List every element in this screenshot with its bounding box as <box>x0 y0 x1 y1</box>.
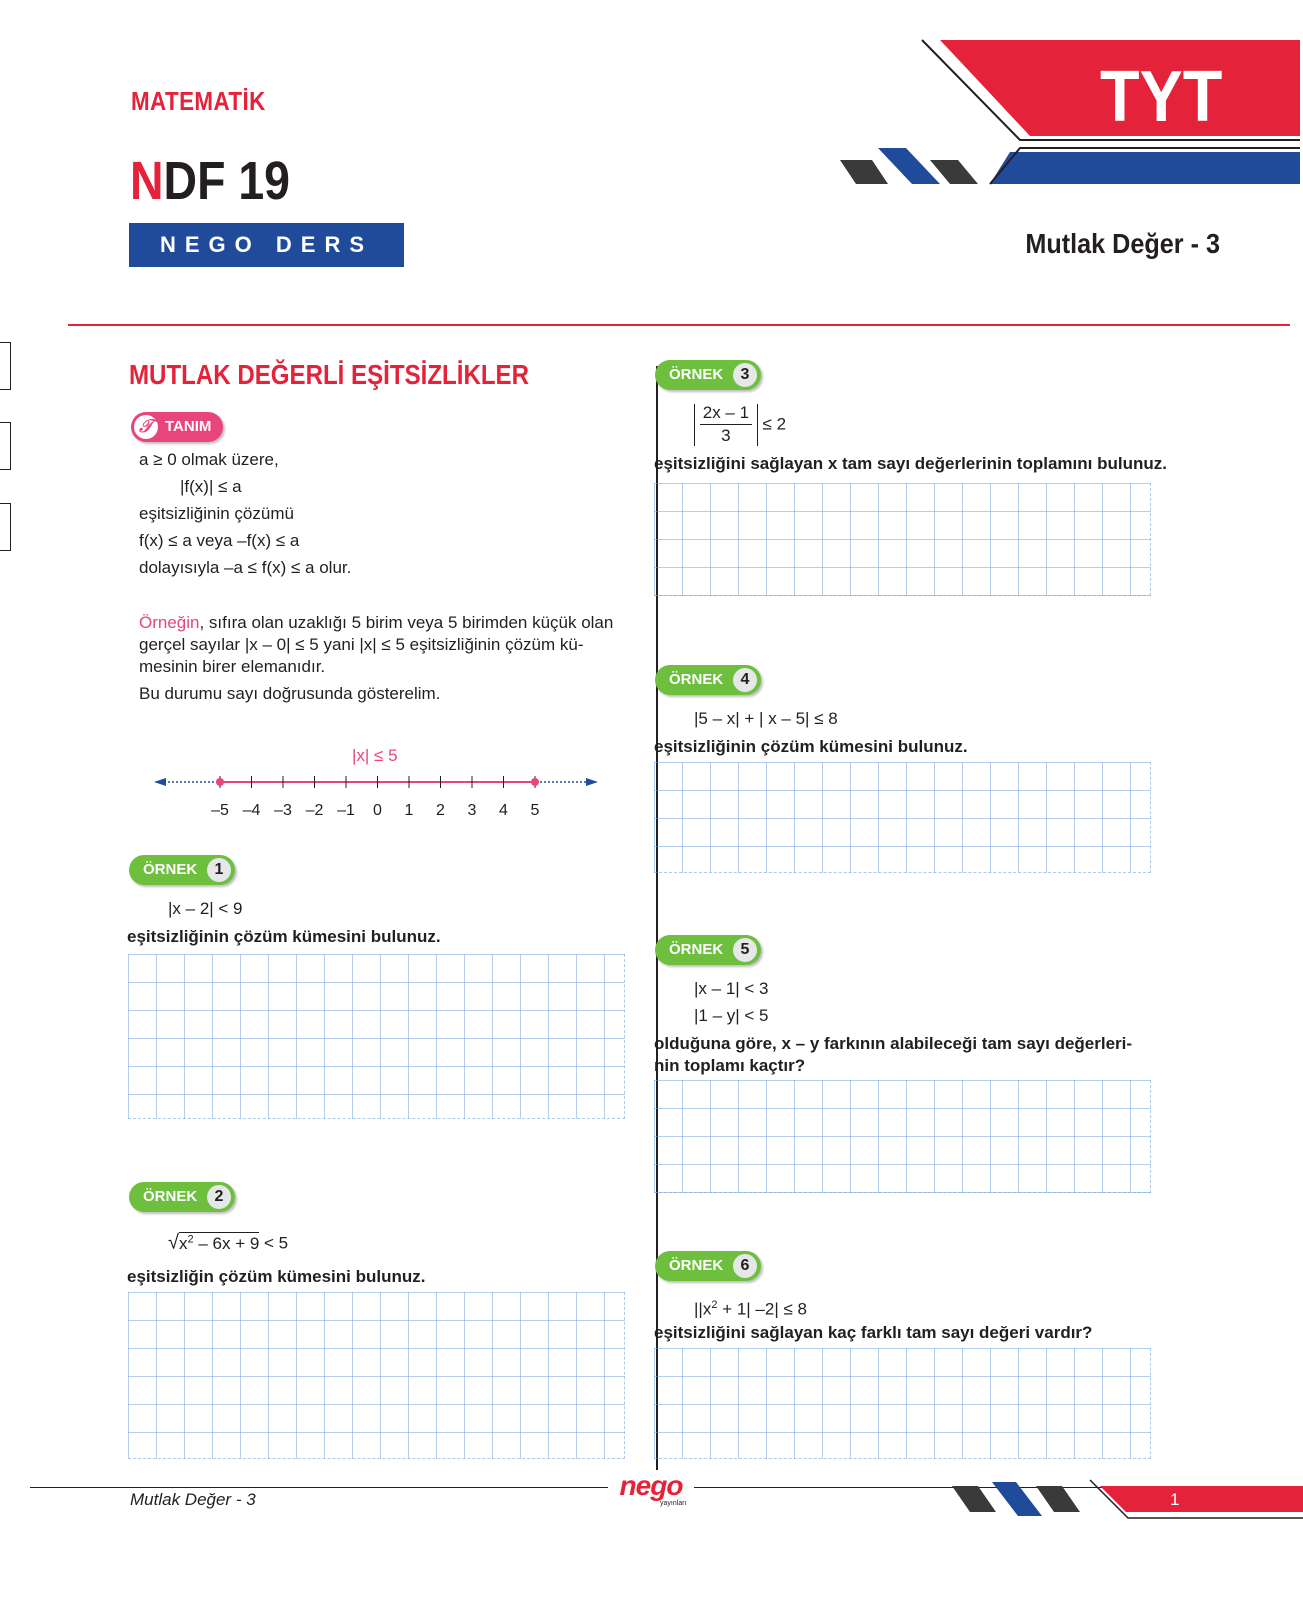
definition-line: a ≥ 0 olmak üzere, <box>139 450 279 469</box>
answer-grid[interactable] <box>128 1292 625 1459</box>
example-expression: $||x^2 + 1|$ –2| ≤ 8 <box>694 1299 807 1319</box>
booklet-band: NEGO DERS FÖYÜ <box>129 223 404 267</box>
booklet-code <box>130 150 290 212</box>
header-blue-band <box>990 152 1300 184</box>
example-expression: |5 – x| + | x – 5| ≤ 8 <box>694 709 838 728</box>
brand-name: nego <box>619 1470 683 1501</box>
exam-label: TYT <box>1100 57 1223 137</box>
header-stripe-dark-1 <box>840 160 888 184</box>
definition-icon: 𝒯 <box>134 415 158 439</box>
example-question <box>654 1033 1132 1077</box>
example-badge-label: ÖRNEK <box>669 366 724 383</box>
abs-bar <box>694 404 695 446</box>
margin-mark <box>0 503 11 551</box>
footer-decoration <box>950 1478 1303 1524</box>
header-divider <box>68 324 1290 326</box>
radicand: $x^2 - 6x + 9$ <box>178 1233 260 1253</box>
brand-logo <box>608 1470 694 1510</box>
header-decoration <box>830 36 1300 196</box>
axis-arrow-left <box>154 778 166 786</box>
margin-mark <box>0 342 11 390</box>
page-number: 1 <box>1170 1490 1180 1509</box>
example-number: 5 <box>733 938 757 962</box>
fraction-numerator: 2x – 1 <box>700 402 752 425</box>
topic-title: Mutlak Değer - 3 <box>1025 228 1220 259</box>
example-line-4: Bu durumu sayı doğrusunda gösterelim. <box>139 684 441 703</box>
abs-bar <box>757 404 758 446</box>
answer-grid[interactable] <box>128 954 625 1119</box>
example-question: eşitsizliğin çözüm kümesini bulunuz. <box>127 1267 426 1286</box>
code-rest: DF 19 <box>163 151 291 211</box>
question-line-2: nin toplamı kaçtır? <box>654 1056 806 1075</box>
tick-label: 5 <box>530 802 540 819</box>
header-stripe-dark-2 <box>930 160 978 184</box>
expression-tail: ≤ 2 <box>762 414 787 434</box>
example-badge-4 <box>655 665 761 695</box>
answer-grid[interactable] <box>654 1080 1151 1193</box>
example-number: 4 <box>733 668 757 692</box>
example-text: , sıfıra olan uzaklığı 5 birim veya 5 birimden küçük olan <box>199 613 614 632</box>
example-question: eşitsizliğini sağlayan kaç farklı tam sayı değeri vardır? <box>654 1323 1093 1342</box>
fraction <box>700 402 752 447</box>
example-question: eşitsizliğini sağlayan x tam sayı değerlerinin toplamını bulunuz. <box>654 454 1167 473</box>
example-badge-label: ÖRNEK <box>143 861 198 878</box>
definition-label: TANIM <box>165 418 212 435</box>
fraction-denominator: 3 <box>721 426 731 445</box>
definition-badge <box>131 412 223 442</box>
example-number: 1 <box>207 858 231 882</box>
tick-label: –3 <box>274 802 292 819</box>
example-badge-1 <box>129 855 235 885</box>
tick-label: 1 <box>404 802 414 819</box>
answer-grid[interactable] <box>654 483 1151 596</box>
tick-label: 4 <box>499 802 508 819</box>
example-question: eşitsizliğinin çözüm kümesini bulunuz. <box>127 927 441 946</box>
definition-line: f(x) ≤ a veya –f(x) ≤ a <box>139 531 300 550</box>
tick-label: 3 <box>467 802 477 819</box>
example-number: 2 <box>207 1185 231 1209</box>
question-line-1: olduğuna göre, x – y farkının alabileceği tam sayı değerleri- <box>654 1034 1133 1053</box>
example-badge-6 <box>655 1251 761 1281</box>
example-expression-2: |1 – y| < 5 <box>694 1006 769 1025</box>
example-badge-label: ÖRNEK <box>669 1257 724 1274</box>
definition-line: dolayısıyla –a ≤ f(x) ≤ a olur. <box>139 558 352 577</box>
example-line-2: gerçel sayılar |x – 0| ≤ 5 yani |x| ≤ 5 eşitsizliğinin çözüm kü- <box>139 635 584 654</box>
example-number: 3 <box>733 363 757 387</box>
example-badge-label: ÖRNEK <box>669 941 724 958</box>
example-badge-label: ÖRNEK <box>669 671 724 688</box>
example-word: Örneğin <box>139 613 200 632</box>
answer-grid[interactable] <box>654 1348 1151 1459</box>
tick-label: 2 <box>436 802 445 819</box>
example-expression: |x – 1| < 3 <box>694 979 769 998</box>
example-line-3: mesinin birer elemanıdır. <box>139 657 326 676</box>
axis-arrow-right <box>586 778 598 786</box>
example-badge-2 <box>129 1182 235 1212</box>
tick-label: 0 <box>373 802 382 819</box>
example-paragraph <box>139 612 639 705</box>
endpoint-left <box>216 778 224 786</box>
example-question: eşitsizliğinin çözüm kümesini bulunuz. <box>654 737 968 756</box>
example-expression: $√x^2 - 6x + 9 < 5$ <box>168 1231 289 1254</box>
example-badge-label: ÖRNEK <box>143 1188 198 1205</box>
example-badge-5 <box>655 935 761 965</box>
tick-label: –2 <box>305 802 324 819</box>
definition-line: |f(x)| ≤ a <box>180 477 242 496</box>
example-line-1 <box>139 612 639 634</box>
code-first-letter: N <box>130 151 164 211</box>
header-stripe-blue <box>878 148 940 184</box>
endpoint-right <box>531 778 539 786</box>
number-line <box>150 770 610 820</box>
example-expression <box>694 402 786 447</box>
number-line-label: |x| ≤ 5 <box>352 746 398 765</box>
subject-title: MATEMATİK <box>131 86 266 116</box>
section-title: MUTLAK DEĞERLİ EŞİTSİZLİKLER <box>129 359 529 390</box>
definition-line: eşitsizliğinin çözümü <box>139 504 294 523</box>
tick-label: –5 <box>211 802 229 819</box>
tick-label: –4 <box>242 802 261 819</box>
radical-sign: √ <box>168 1231 179 1254</box>
margin-mark <box>0 422 11 470</box>
example-badge-3 <box>655 360 761 390</box>
example-number: 6 <box>733 1254 757 1278</box>
footer-topic: Mutlak Değer - 3 <box>130 1490 256 1509</box>
example-expression: |x – 2| < 9 <box>168 899 243 918</box>
tick-label: –1 <box>337 802 355 819</box>
brand-sub: yayınları <box>660 1500 687 1507</box>
answer-grid[interactable] <box>654 762 1151 873</box>
